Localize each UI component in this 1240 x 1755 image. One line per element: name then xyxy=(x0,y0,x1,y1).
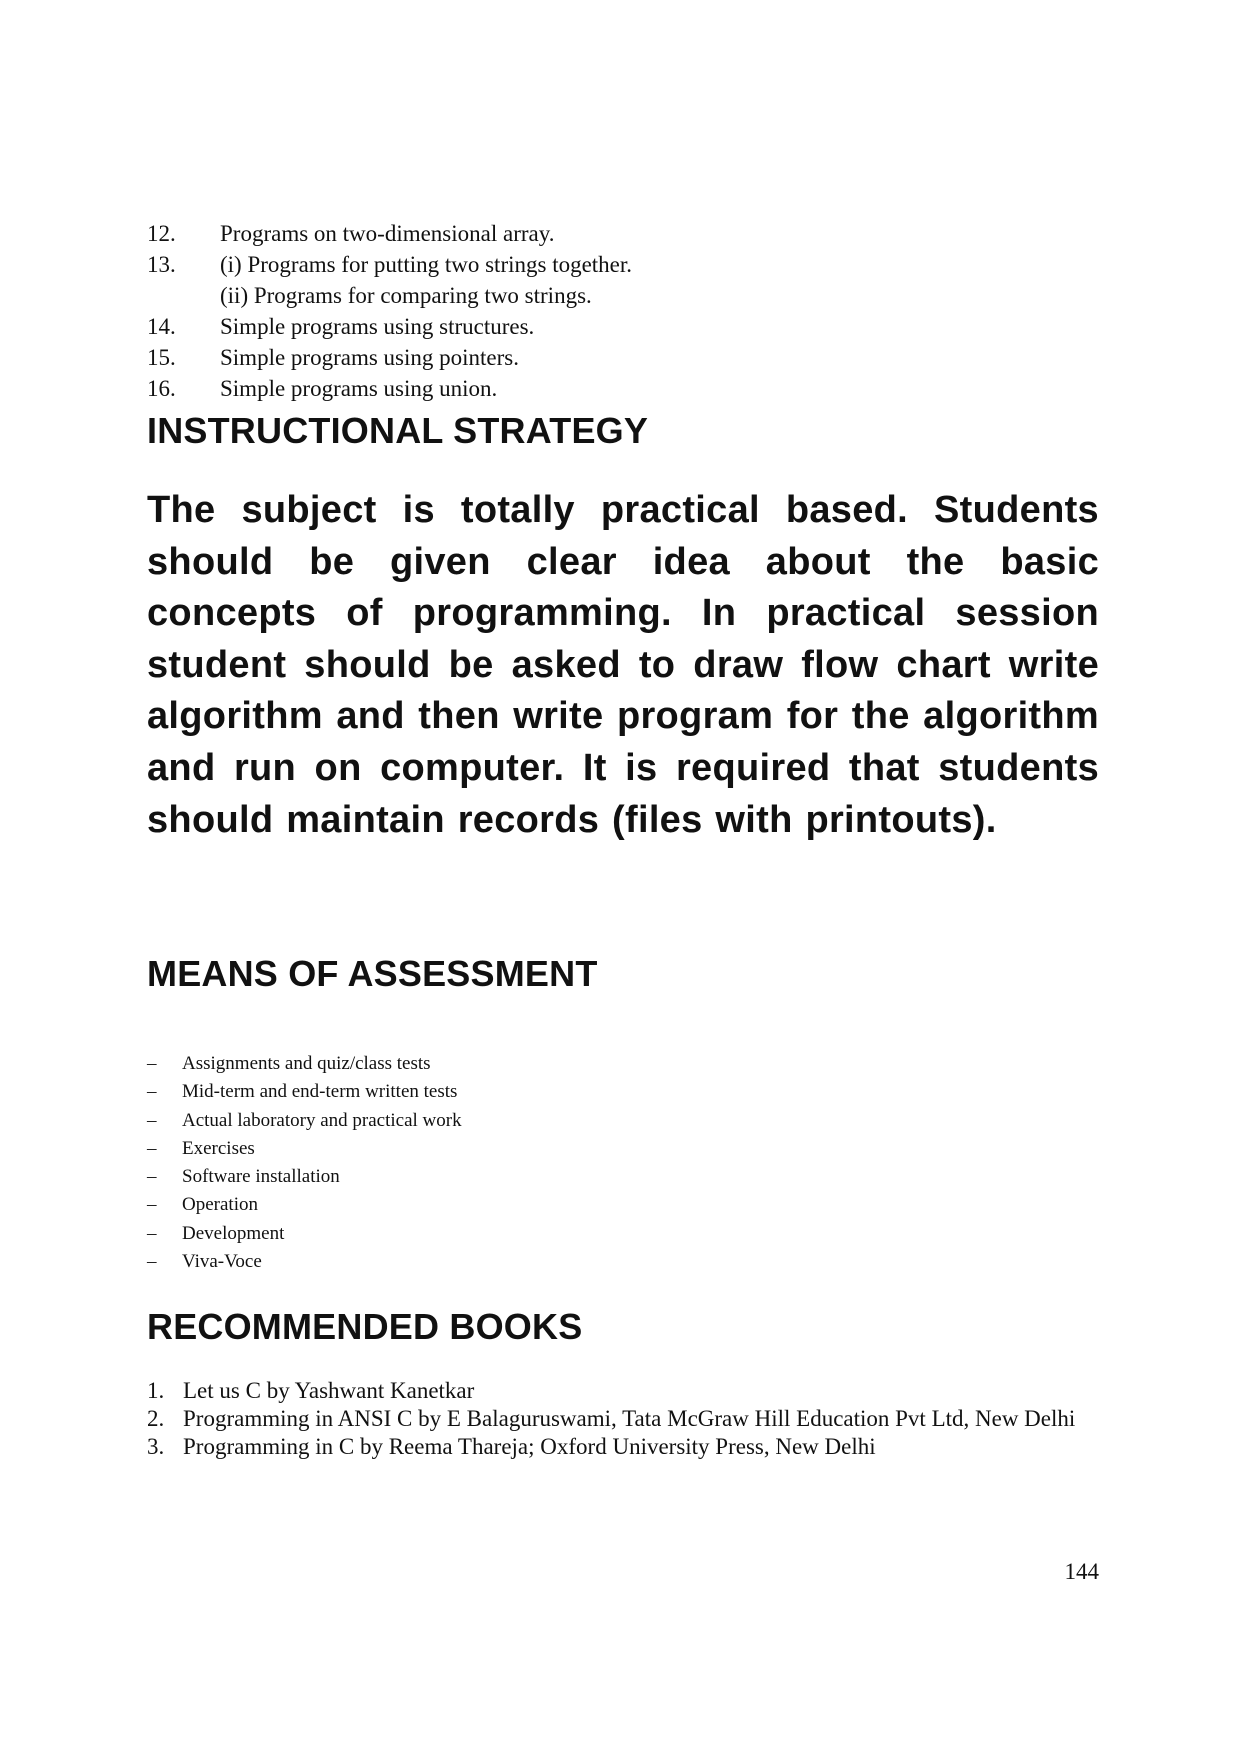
program-item xyxy=(147,280,1099,311)
book-text: Programming in C by Reema Thareja; Oxford University Press, New Delhi xyxy=(183,1434,876,1459)
assessment-text: Assignments and quiz/class tests xyxy=(182,1053,431,1074)
bullet-dash: – xyxy=(147,1109,157,1131)
assessment-text: Operation xyxy=(182,1194,258,1216)
program-number: 15. xyxy=(147,345,176,370)
program-item xyxy=(147,311,1099,342)
page-number: 144 xyxy=(1064,1559,1099,1584)
bullet-dash: – xyxy=(147,1251,157,1273)
assessment-item xyxy=(147,1078,1099,1106)
assessment-text: Viva-Voce xyxy=(182,1251,262,1273)
recommended-books-heading: RECOMMENDED BOOKS xyxy=(147,1306,583,1347)
book-number: 2. xyxy=(147,1406,165,1431)
bullet-dash: – xyxy=(147,1137,157,1159)
instructional-strategy-heading: INSTRUCTIONAL STRATEGY xyxy=(147,410,649,451)
program-text: (ii) Programs for comparing two strings. xyxy=(220,283,592,308)
program-number: 14. xyxy=(147,314,176,339)
book-text: Let us C by Yashwant Kanetkar xyxy=(183,1378,475,1403)
program-item xyxy=(147,218,1099,249)
assessment-item xyxy=(147,1135,1099,1163)
book-text: Programming in ANSI C by E Balaguruswami, Tata McGraw Hill Education Pvt Ltd, New Delhi xyxy=(183,1406,1076,1431)
program-item xyxy=(147,249,1099,280)
bullet-dash: – xyxy=(147,1222,157,1244)
program-item xyxy=(147,342,1099,373)
program-item xyxy=(147,373,1099,404)
book-item xyxy=(147,1433,1099,1460)
assessment-list xyxy=(147,1050,1099,1276)
assessment-text: Actual laboratory and practical work xyxy=(182,1109,462,1131)
document-page xyxy=(147,0,1099,1755)
program-text: Programs on two-dimensional array. xyxy=(220,221,555,246)
assessment-item xyxy=(147,1248,1099,1276)
book-number: 3. xyxy=(147,1434,165,1459)
assessment-item xyxy=(147,1050,1099,1078)
assessment-item xyxy=(147,1163,1099,1191)
book-item xyxy=(147,1377,1099,1404)
assessment-text: Mid-term and end-term written tests xyxy=(182,1081,458,1103)
program-text: Simple programs using pointers. xyxy=(220,345,519,370)
program-list xyxy=(147,218,1099,404)
bullet-dash: – xyxy=(147,1194,157,1216)
assessment-text: Software installation xyxy=(182,1166,340,1188)
assessment-item xyxy=(147,1191,1099,1219)
program-number: 16. xyxy=(147,376,176,401)
book-item xyxy=(147,1405,1099,1432)
program-number: 13. xyxy=(147,252,176,277)
book-number: 1. xyxy=(147,1378,165,1403)
means-of-assessment-heading: MEANS OF ASSESSMENT xyxy=(147,953,598,994)
assessment-item xyxy=(147,1220,1099,1248)
program-number xyxy=(147,280,220,311)
program-text: Simple programs using union. xyxy=(220,376,498,401)
bullet-dash: – xyxy=(147,1081,157,1103)
books-list xyxy=(147,1377,1099,1461)
bullet-dash: – xyxy=(147,1053,157,1074)
program-text: Simple programs using structures. xyxy=(220,314,535,339)
assessment-text: Exercises xyxy=(182,1137,255,1159)
assessment-item xyxy=(147,1107,1099,1135)
bullet-dash: – xyxy=(147,1166,157,1188)
instructional-strategy-paragraph: The subject is totally practical based. Students should be given clear idea about the basic concepts of programming. In practical session student should be asked to draw flow chart write algorithm and then write program for the algorithm and run on computer. It is required that students should maintain records (files with printouts). xyxy=(147,489,1099,841)
program-text: (i) Programs for putting two strings together. xyxy=(220,252,633,277)
assessment-text: Development xyxy=(182,1222,285,1244)
program-number: 12. xyxy=(147,221,176,246)
